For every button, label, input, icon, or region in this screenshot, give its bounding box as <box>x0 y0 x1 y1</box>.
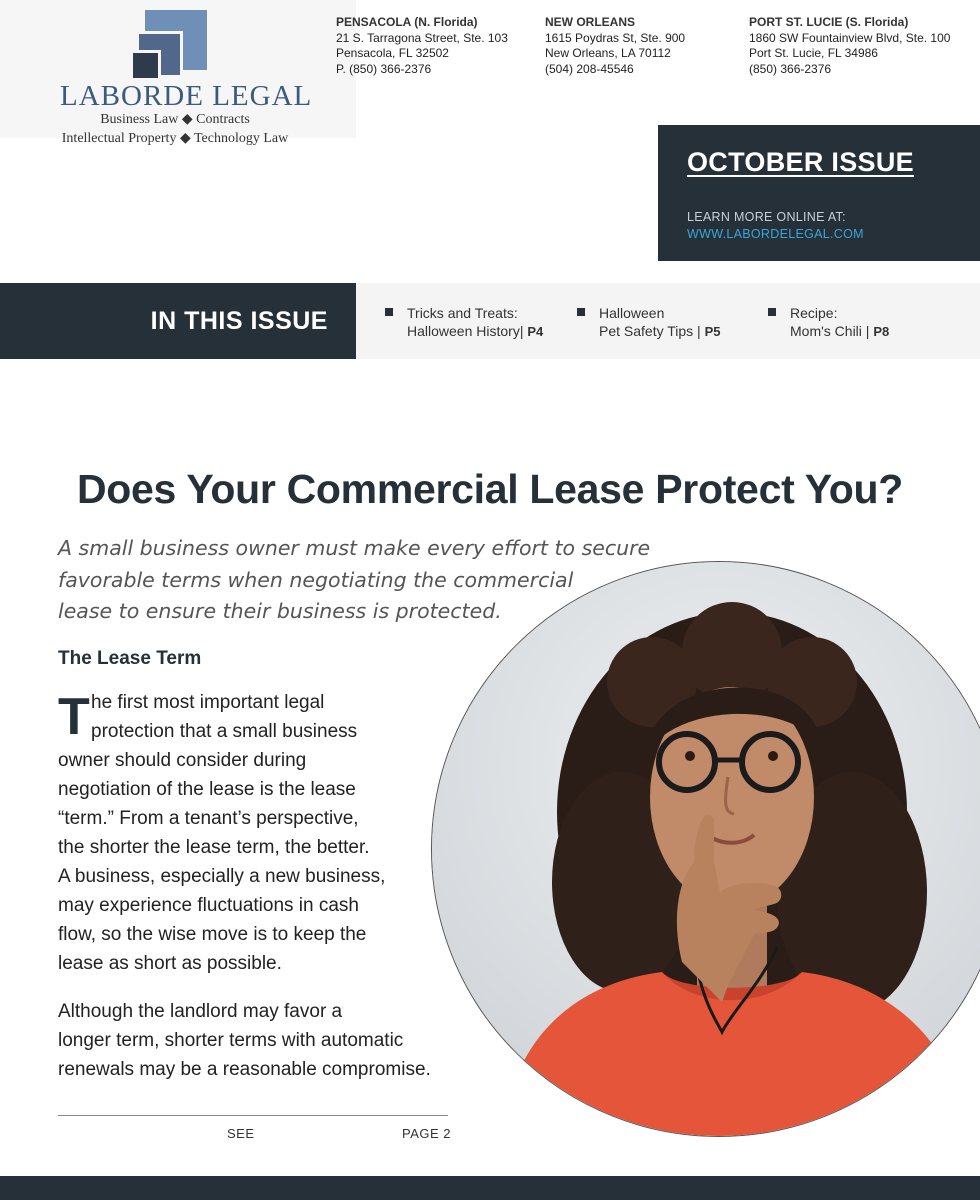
toc-item-page: P8 <box>873 324 890 339</box>
logo-squares-icon <box>133 10 209 78</box>
in-this-issue-label <box>0 283 356 359</box>
footer-bar <box>0 1176 980 1200</box>
website-link[interactable]: WWW.LABORDELEGAL.COM <box>687 227 864 241</box>
toc-item-page: P4 <box>527 324 544 339</box>
bullet-square-icon <box>577 308 585 316</box>
toc-item-line1: Recipe: <box>790 305 838 321</box>
body-line: he first most important legal <box>91 692 325 713</box>
body-line: lease as short as possible. <box>58 953 282 974</box>
logo-name: LABORDE LEGAL <box>60 80 313 112</box>
body-line: negotiation of the lease is the lease <box>58 779 356 800</box>
office-address-line1: 1860 SW Fountainview Blvd, Ste. 100 <box>749 30 951 45</box>
body-line: longer term, shorter terms with automatic <box>58 1030 404 1051</box>
toc-item-line2: Halloween History| <box>407 323 524 339</box>
office-address-line2: Pensacola, FL 32502 <box>336 46 449 60</box>
body-line: “term.” From a tenant’s perspective, <box>58 808 359 829</box>
office-phone: (850) 366-2376 <box>749 61 832 76</box>
woman-thinking-illustration <box>432 562 980 1137</box>
body-line: the shorter the lease term, the better. <box>58 837 370 858</box>
logo-tagline-2: Intellectual Property ◆ Technology Law <box>61 131 289 146</box>
office-pensacola <box>336 15 508 77</box>
continued-see: SEE <box>227 1126 255 1141</box>
body-line: Although the landlord may favor a <box>58 1001 343 1022</box>
learn-more-label: LEARN MORE ONLINE AT: <box>687 210 846 224</box>
article-headline: Does Your Commercial Lease Protect You? <box>76 466 904 512</box>
drop-cap: T <box>58 688 90 746</box>
body-line: protection that a small business <box>91 721 358 742</box>
article-dek <box>58 533 651 628</box>
office-phone: P. (850) 366-2376 <box>336 61 432 76</box>
logo-tagline-1: Business Law ◆ Contracts <box>100 112 250 127</box>
section-subhead: The Lease Term <box>58 648 202 669</box>
office-name: PENSACOLA (N. Florida) <box>336 15 478 29</box>
body-line: may experience fluctuations in cash <box>58 895 359 916</box>
toc-item-page: P5 <box>704 324 721 339</box>
office-address-line2: Port St. Lucie, FL 34986 <box>749 46 878 60</box>
office-name: PORT ST. LUCIE (S. Florida) <box>749 15 909 29</box>
office-address-line1: 1615 Poydras St, Ste. 900 <box>545 30 686 45</box>
bullet-square-icon <box>768 308 776 316</box>
dek-line: favorable terms when negotiating the commercial <box>58 567 574 592</box>
continued-page-link[interactable]: PAGE 2 <box>402 1126 452 1141</box>
office-phone: (504) 208-45546 <box>545 61 634 76</box>
body-line: renewals may be a reasonable compromise. <box>58 1059 431 1080</box>
office-port-st-lucie <box>749 15 950 77</box>
issue-title: OCTOBER ISSUE <box>687 147 914 177</box>
in-this-issue-heading: IN THIS ISSUE <box>150 307 328 335</box>
body-line: flow, so the wise move is to keep the <box>58 924 367 945</box>
toc-item-halloween-history[interactable] <box>407 304 543 341</box>
logo-block <box>0 0 356 146</box>
toc-item-line1: Tricks and Treats: <box>407 305 518 321</box>
toc-item-recipe[interactable] <box>790 304 889 341</box>
body-paragraph-1 <box>58 688 385 978</box>
bullet-square-icon <box>385 308 393 316</box>
continued-divider <box>58 1115 448 1116</box>
body-line: owner should consider during <box>58 750 307 771</box>
toc-item-line2: Mom's Chili | <box>790 323 870 339</box>
office-name: NEW ORLEANS <box>545 15 635 29</box>
office-address-line1: 21 S. Tarragona Street, Ste. 103 <box>336 30 508 45</box>
toc-item-line2: Pet Safety Tips | <box>599 323 701 339</box>
office-address-line2: New Orleans, LA 70112 <box>545 46 671 60</box>
article-photo <box>431 561 980 1137</box>
toc-item-pet-safety[interactable] <box>599 304 720 341</box>
office-new-orleans <box>545 15 685 77</box>
body-paragraph-2 <box>58 997 431 1084</box>
issue-box <box>658 125 980 261</box>
dek-line: A small business owner must make every effort to secure <box>58 536 651 560</box>
toc-item-line1: Halloween <box>599 305 665 321</box>
dek-line: lease to ensure their business is protected. <box>58 599 502 623</box>
body-line: A business, especially a new business, <box>58 866 386 887</box>
